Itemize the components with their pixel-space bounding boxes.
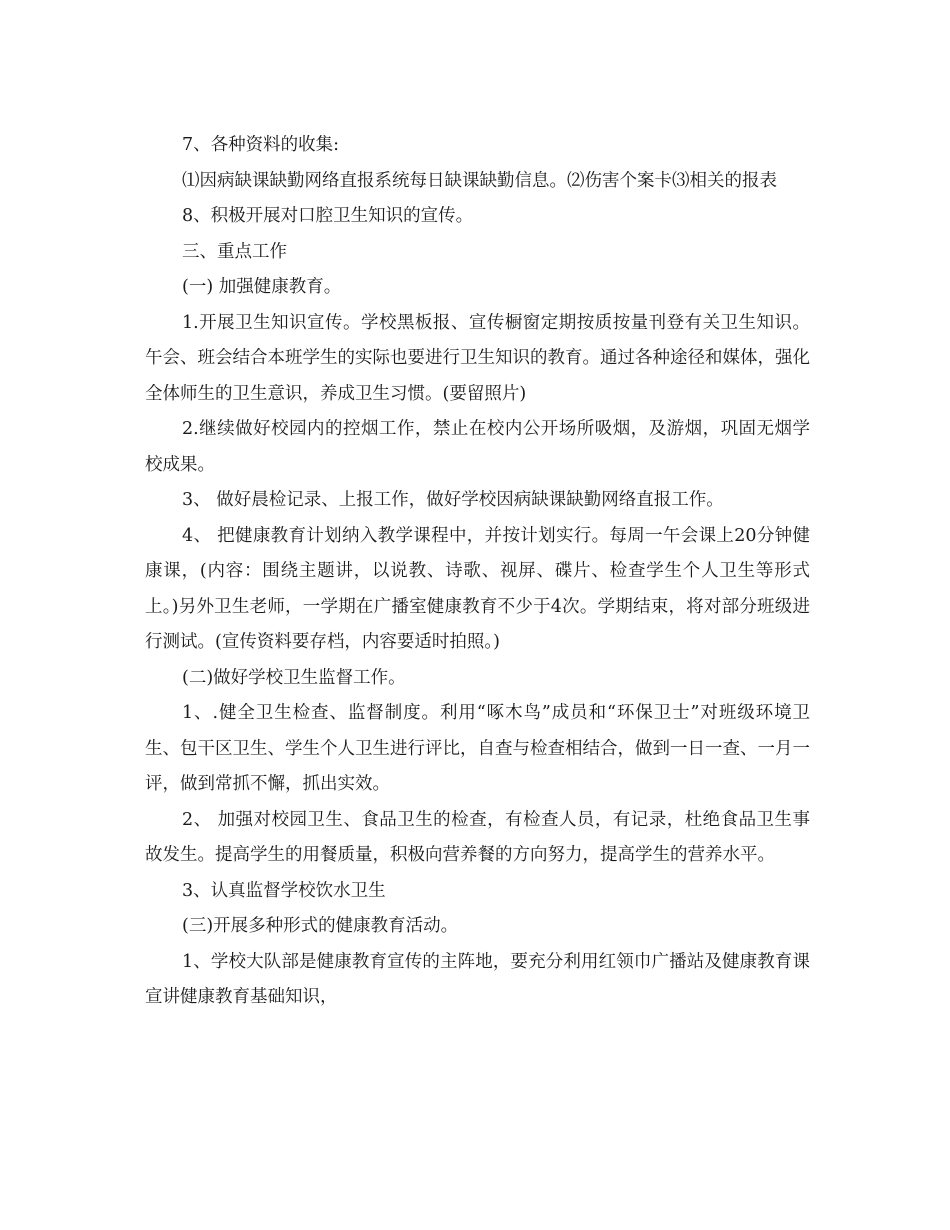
paragraph-item-7-collection: 7、各种资料的收集:	[182, 135, 340, 155]
paragraph-food-hygiene: 2、 加强对校园卫生、食品卫生的检查，有检查人员，有记录，杜绝食品卫生事故发生。提高学生的用餐质量，积极向营养餐的方向努力，提高学生的营养水平。	[145, 809, 810, 865]
paragraph-inspection-system: 1、.健全卫生检查、监督制度。利用“啄木鸟”成员和“环保卫士”对班级环境卫生、包干区卫生、学生个人卫生进行评比，自查与检查相结合，做到一日一查、一月一评，做到常抓不懈，抓出实效。	[145, 703, 810, 794]
document-body	[145, 128, 810, 1016]
subsection-heading-activities: (三)开展多种形式的健康教育活动。	[182, 916, 459, 936]
section-heading-key-work: 三、重点工作	[182, 241, 287, 262]
subsection-heading-health-education: (一) 加强健康教育。	[182, 277, 342, 297]
paragraph-curriculum-plan: 4、 把健康教育计划纳入教学课程中，并按计划实行。每周一午会课上20分钟健康课，(内容：围绕主题讲，以说教、诗歌、视屏、碟片、检查学生个人卫生等形式上。)另外卫生老师，一学期在广播室健康教育不少于4次。学期结束，将对部分班级进行测试。(宣传资料要存档，内容要适时拍照。)	[145, 525, 810, 652]
paragraph-drinking-water: 3、认真监督学校饮水卫生	[182, 880, 386, 901]
paragraph-item-8-oral-health: 8、积极开展对口腔卫生知识的宣传。	[182, 206, 474, 226]
paragraph-morning-check: 3、 做好晨检记录、上报工作，做好学校因病缺课缺勤网络直报工作。	[182, 490, 724, 510]
paragraph-absence-reporting: ⑴因病缺课缺勤网络直报系统每日缺课缺勤信息。⑵伤害个案卡⑶相关的报表	[182, 170, 777, 191]
paragraph-brigade-publicity: 1、学校大队部是健康教育宣传的主阵地，要充分利用红领巾广播站及健康教育课宣讲健康教育基础知识，	[145, 951, 810, 1007]
subsection-heading-supervision: (二)做好学校卫生监督工作。	[182, 667, 406, 688]
paragraph-hygiene-publicity: 1.开展卫生知识宣传。学校黑板报、宣传橱窗定期按质按量刊登有关卫生知识。午会、班会结合本班学生的实际也要进行卫生知识的教育。通过各种途径和媒体，强化全体师生的卫生意识，养成卫生习惯。(要留照片)	[145, 312, 810, 404]
paragraph-smoking-control: 2.继续做好校园内的控烟工作，禁止在校内公开场所吸烟，及游烟，巩固无烟学校成果。	[145, 419, 810, 475]
